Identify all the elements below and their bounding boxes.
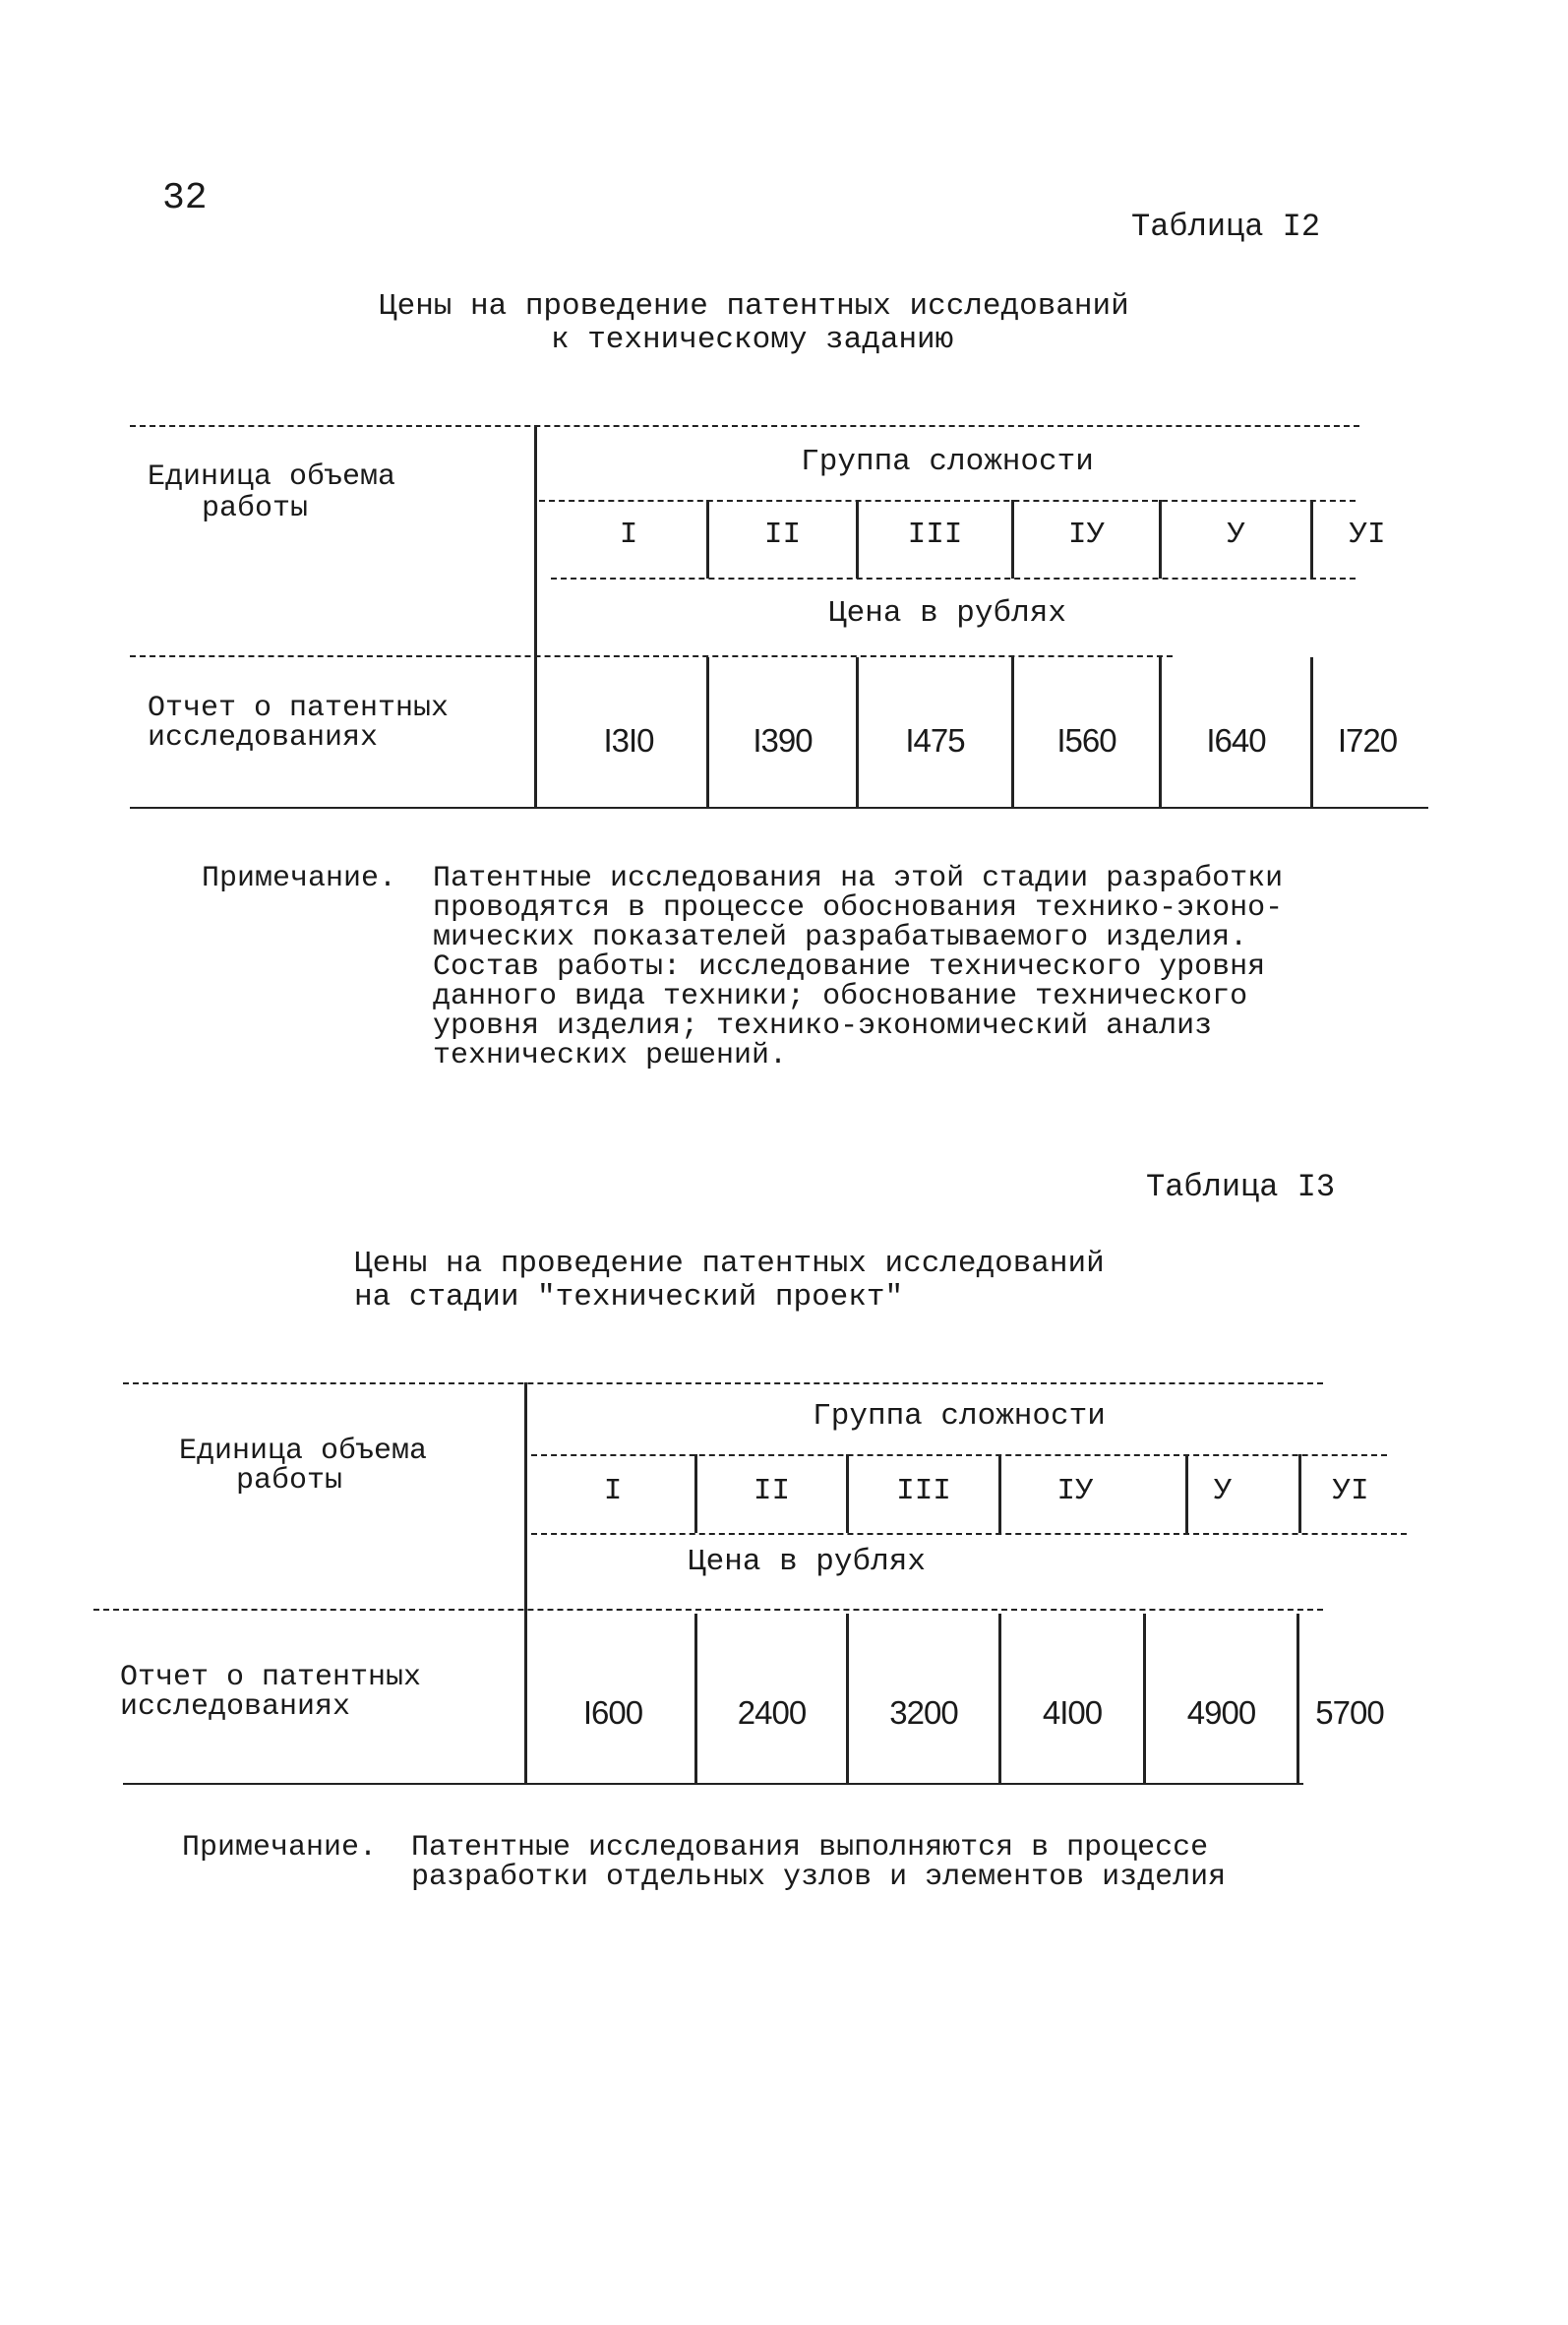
table-12-unit-header-line-1: Единица объема <box>148 460 396 494</box>
table-13-price-group-2: 2400 <box>737 1694 807 1731</box>
table-12-label: Таблица I2 <box>1131 209 1321 245</box>
table-12-group-3: III <box>907 518 963 552</box>
table-12-price-group-5: I640 <box>1206 722 1266 759</box>
table-13-unit-header-line-1: Единица объема <box>179 1435 428 1468</box>
table-12-note-line-4: Состав работы: исследование технического уровня <box>433 950 1266 984</box>
table-12-price-group-6: I720 <box>1337 722 1398 759</box>
table-13-group-3: III <box>896 1474 951 1508</box>
table-12-price-group-2: I390 <box>753 722 813 759</box>
table-12-note-line-1: Патентные исследования на этой стадии разработки <box>433 862 1284 895</box>
table-13-unit-header-line-2: работы <box>236 1464 343 1498</box>
table-13-note-label: Примечание. <box>182 1831 378 1865</box>
table-13-group-5: У <box>1213 1474 1233 1508</box>
table-13-group-2: II <box>753 1474 791 1508</box>
table-12-group-5: У <box>1227 518 1245 552</box>
table-13-note-line-1: Патентные исследования выполняются в процессе <box>411 1831 1209 1865</box>
table-13-group-6: УI <box>1332 1474 1369 1508</box>
table-12-unit-header-line-2: работы <box>202 492 309 525</box>
table-13-price-group-3: 3200 <box>889 1694 958 1731</box>
table-12-note-line-7: технических решений. <box>433 1039 788 1072</box>
table-12-group-2: II <box>763 518 802 552</box>
table-13-title-line-1: Цены на проведение патентных исследований <box>354 1247 1105 1281</box>
table-13-group-1: I <box>603 1474 623 1508</box>
table-12-title-line-2: к техническому заданию <box>551 323 954 357</box>
table-12-title-line-1: Цены на проведение патентных исследований <box>379 289 1129 324</box>
table-13-price-header: Цена в рублях <box>688 1545 926 1579</box>
table-13-price-group-5: 4900 <box>1186 1694 1256 1731</box>
table-13-group-header: Группа сложности <box>813 1399 1106 1434</box>
table-12-note-line-5: данного вида техники; обоснование технического <box>433 980 1248 1013</box>
table-12-group-header: Группа сложности <box>801 445 1094 479</box>
table-13-note-line-2: разработки отдельных узлов и элементов изделия <box>411 1861 1227 1894</box>
table-12-row-label-line-1: Отчет о патентных <box>148 692 450 725</box>
table-13-title-line-2: на стадии "технический проект" <box>354 1280 904 1315</box>
table-12-price-header: Цена в рублях <box>828 596 1066 631</box>
table-12-note-label: Примечание. <box>202 862 397 895</box>
table-13-price-group-1: I600 <box>582 1694 643 1731</box>
table-12-note-line-3: мических показателей разрабатываемого изделия. <box>433 921 1248 954</box>
table-13-price-group-6: 5700 <box>1315 1694 1384 1731</box>
page-number: 32 <box>162 177 208 219</box>
table-12-note-line-2: проводятся в процессе обоснования технико-эконо- <box>433 891 1284 925</box>
table-13-price-group-4: 4I00 <box>1042 1694 1103 1731</box>
table-12-group-4: IУ <box>1067 518 1106 552</box>
table-13-row-label-line-2: исследованиях <box>120 1690 351 1724</box>
table-12-group-6: УI <box>1349 518 1386 552</box>
table-12-group-1: I <box>619 518 638 552</box>
table-12-price-group-3: I475 <box>905 722 965 759</box>
table-13-group-4: IУ <box>1056 1474 1094 1508</box>
table-12-price-group-4: I560 <box>1056 722 1116 759</box>
table-12-row-label-line-2: исследованиях <box>148 721 379 755</box>
table-12-note-line-6: уровня изделия; технико-экономический анализ <box>433 1010 1213 1043</box>
table-12-price-group-1: I3I0 <box>603 722 654 759</box>
table-13-row-label-line-1: Отчет о патентных <box>120 1661 422 1694</box>
table-13-label: Таблица I3 <box>1146 1169 1336 1205</box>
